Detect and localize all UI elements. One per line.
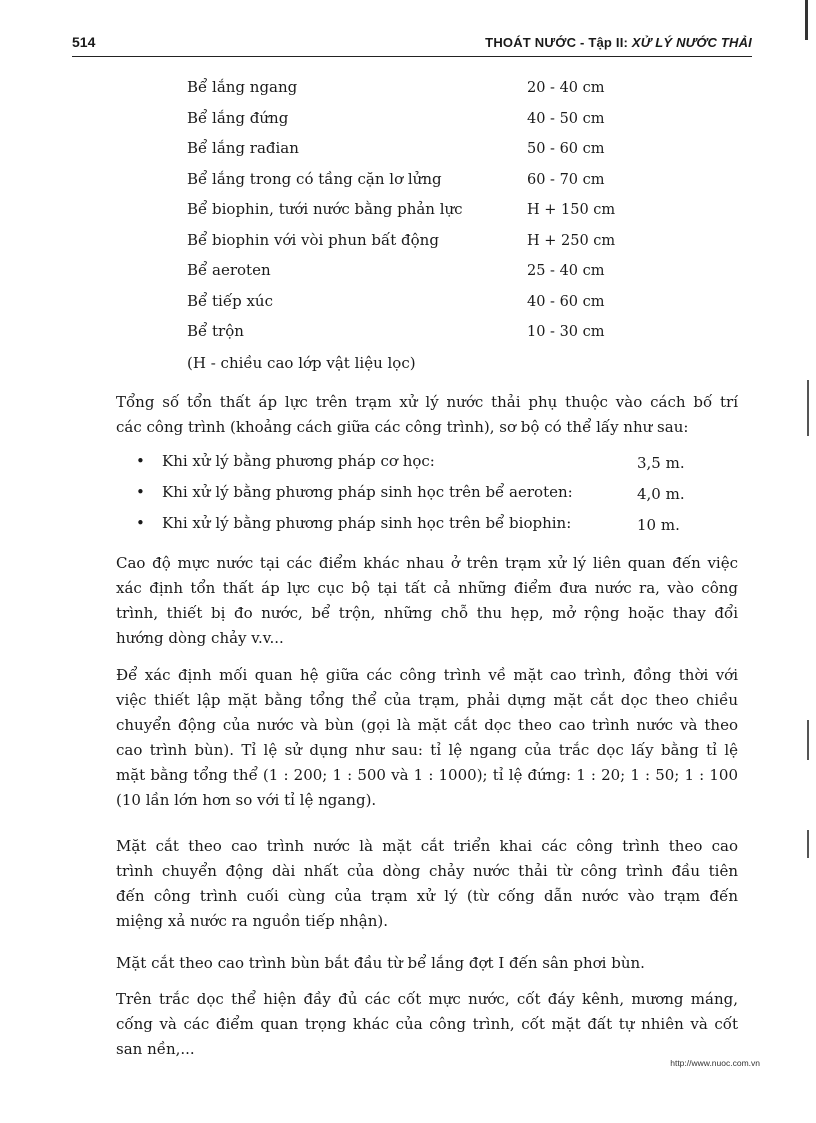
running-title-sub: XỬ LÝ NƯỚC THẢI (631, 35, 752, 50)
tank-value: H + 250 cm (527, 232, 616, 249)
scan-edge-mark (807, 830, 809, 858)
footer-url: http://www.nuoc.com.vn (670, 1058, 760, 1068)
bullet-icon: • (136, 514, 145, 532)
tank-value: 60 - 70 cm (527, 171, 605, 188)
page-header (72, 30, 752, 57)
paragraph-line: các công trình (khoảng cách giữa các công trình), sơ bộ có thể lấy như sau: (116, 418, 689, 436)
tank-name: Bể lắng rađian (187, 139, 299, 157)
tank-value: 40 - 60 cm (527, 293, 605, 310)
tank-list-row (187, 231, 647, 262)
paragraph-line: xác định tổn thất áp lực cục bộ tại tất cả những điểm đưa nước ra, vào công (116, 579, 738, 597)
paragraph-line: Mặt cắt theo cao trình bùn bắt đầu từ bể lắng đợt I đến sân phơi bùn. (116, 954, 645, 972)
tank-name: Bể lắng trong có tầng cặn lơ lửng (187, 169, 442, 188)
tank-name: Bể biophin, tưới nước bằng phản lực (187, 200, 463, 218)
paragraph-line: trình, thiết bị đo nước, bể trộn, những chỗ thu hẹp, mở rộng hoặc thay đổi (116, 604, 738, 622)
tank-name: Bể aeroten (187, 261, 271, 279)
tank-list-row (187, 139, 647, 170)
list-item (136, 514, 716, 545)
paragraph-water-section (116, 834, 738, 934)
tank-name: Bể tiếp xúc (187, 291, 273, 310)
paragraph-line: Cao độ mực nước tại các điểm khác nhau ở trên trạm xử lý liên quan đến việc (116, 554, 738, 572)
list-item-text: Khi xử lý bằng phương pháp sinh học trên bể biophin: (162, 514, 572, 532)
bullet-icon: • (136, 483, 145, 501)
paragraph-line: chuyển động của nước và bùn (gọi là mặt cắt dọc theo cao trình nước và theo (116, 716, 738, 734)
tank-name: Bể biophin với vòi phun bất động (187, 230, 439, 249)
tank-value: 20 - 40 cm (527, 80, 605, 96)
tank-value: H + 150 cm (527, 202, 616, 218)
tank-value: 50 - 60 cm (527, 141, 605, 157)
list-item-amount: 3,5 m. (637, 454, 685, 472)
paragraph-water-level (116, 551, 738, 651)
tank-list-row (187, 170, 647, 201)
paragraph-line: miệng xả nước ra nguồn tiếp nhận). (116, 912, 388, 930)
scan-edge-line (805, 0, 808, 40)
tank-name: Bể lắng ngang (187, 78, 298, 96)
paragraph-line: cống và các điểm quan trọng khác của công trình, cốt mặt đất tự nhiên và cốt (116, 1015, 738, 1033)
page-number: 514 (72, 34, 96, 50)
scan-edge-mark (807, 720, 809, 760)
running-title (485, 35, 752, 50)
tank-value: 25 - 40 cm (527, 263, 605, 279)
bullet-icon: • (136, 452, 145, 470)
paragraph-line: (10 lần lớn hơn so với tỉ lệ ngang). (116, 791, 377, 809)
list-item-text: Khi xử lý bằng phương pháp sinh học trên bể aeroten: (162, 483, 573, 501)
paragraph-line: Mặt cắt theo cao trình nước là mặt cắt triển khai các công trình theo cao (116, 837, 738, 855)
list-item-text: Khi xử lý bằng phương pháp cơ học: (162, 452, 435, 470)
paragraph-line: hướng dòng chảy v.v... (116, 629, 284, 647)
paragraph-line: cao trình bùn). Tỉ lệ sử dụng như sau: tỉ lệ ngang của trắc dọc lấy bằng tỉ lệ (116, 741, 738, 759)
pressure-loss-list (136, 452, 716, 545)
paragraph-line: việc thiết lập mặt bằng tổng thể của trạm, phải dựng mặt cắt dọc theo chiều (116, 691, 738, 709)
list-item (136, 452, 716, 483)
tank-list (187, 78, 647, 353)
paragraph-sludge-section (116, 951, 738, 976)
tank-list-row (187, 292, 647, 323)
paragraph-line: Trên trắc dọc thể hiện đầy đủ các cốt mực nước, cốt đáy kênh, mương máng, (116, 990, 738, 1008)
paragraph-line: mặt bằng tổng thể (1 : 200; 1 : 500 và 1 : 1000); tỉ lệ đứng: 1 : 20; 1 : 50; 1 : 100 (116, 766, 738, 784)
list-item (136, 483, 716, 514)
list-item-amount: 4,0 m. (637, 485, 685, 503)
tank-list-row (187, 200, 647, 231)
paragraph-line: san nền,... (116, 1040, 195, 1058)
paragraph-line: đến công trình cuối cùng của trạm xử lý (từ cống dẫn nước vào trạm đến (116, 887, 738, 905)
list-item-amount: 10 m. (637, 516, 680, 534)
running-title-main: THOÁT NƯỚC - Tập II: (485, 35, 632, 50)
tank-name: Bể trộn (187, 322, 244, 340)
tank-list-row (187, 261, 647, 292)
tank-name: Bể lắng đứng (187, 108, 289, 127)
tank-list-row (187, 109, 647, 140)
paragraph-line: Tổng số tổn thất áp lực trên trạm xử lý nước thải phụ thuộc vào cách bố trí (116, 393, 738, 411)
paragraph-line: Để xác định mối quan hệ giữa các công trình về mặt cao trình, đồng thời với (116, 666, 738, 684)
scan-edge-mark (807, 380, 809, 436)
tank-list-row (187, 78, 647, 109)
tank-list-row (187, 322, 647, 353)
filter-height-note: (H - chiều cao lớp vật liệu lọc) (187, 354, 416, 372)
paragraph-pressure-loss (116, 390, 738, 440)
paragraph-profile-details (116, 987, 738, 1062)
paragraph-longitudinal-section (116, 663, 738, 813)
paragraph-line: trình chuyển động dài nhất của dòng chảy nước thải từ công trình đầu tiên (116, 862, 738, 880)
tank-value: 40 - 50 cm (527, 110, 605, 127)
tank-value: 10 - 30 cm (527, 324, 605, 340)
